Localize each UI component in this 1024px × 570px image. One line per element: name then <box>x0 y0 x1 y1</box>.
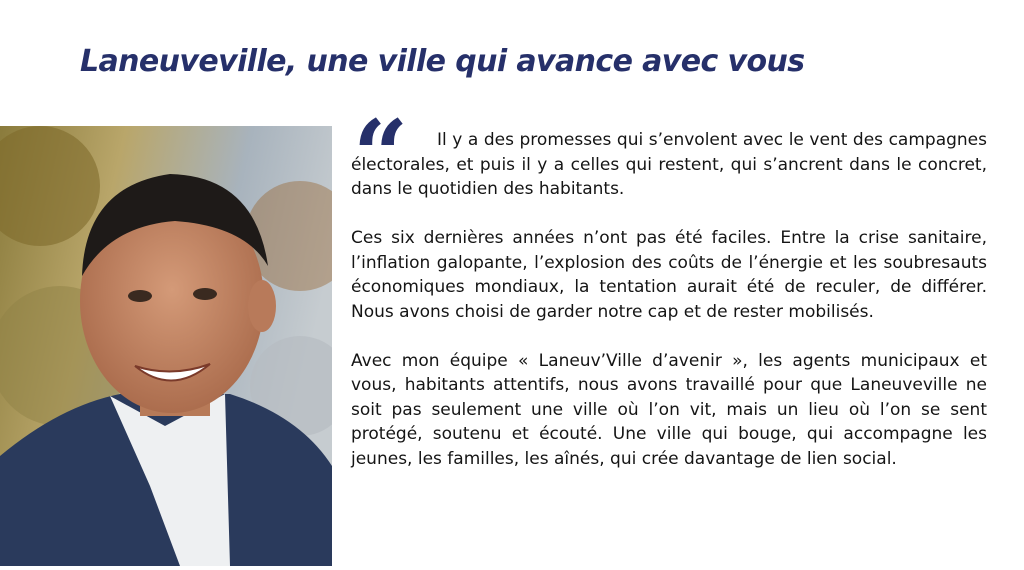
quote-open-icon: “ <box>353 99 409 212</box>
paragraph: Il y a des promesses qui s’envolent avec le vent des campagnes électorales, et puis il y a celles qui restent, qui s’ancrent dans le concret, dans le quotidien des habitants. <box>351 130 987 199</box>
paragraph: Avec mon équipe « Laneuv’Ville d’avenir », les agents municipaux et vous, habitants attentifs, nous avons travaillé pour que Laneuveville ne soit pas seulement une ville où l’on vit, mais un lieu où l’on se sent protégé, soutenu et écouté. Une ville qui bouge, qui accompagne les jeunes, les familles, les aînés, qui crée davantage de lien social. <box>351 350 987 469</box>
page-title: Laneuveville, une ville qui avance avec vous <box>80 44 805 79</box>
portrait-photo <box>0 126 332 566</box>
body-text <box>351 128 987 496</box>
paragraph: Ces six dernières années n’ont pas été faciles. Entre la crise sanitaire, l’inflation galopante, l’explosion des coûts de l’énergie et les soubresauts économiques mondiaux, la tentation aurait été de reculer, de différer. Nous avons choisi de garder notre cap et de rester mobilisés. <box>351 228 987 322</box>
